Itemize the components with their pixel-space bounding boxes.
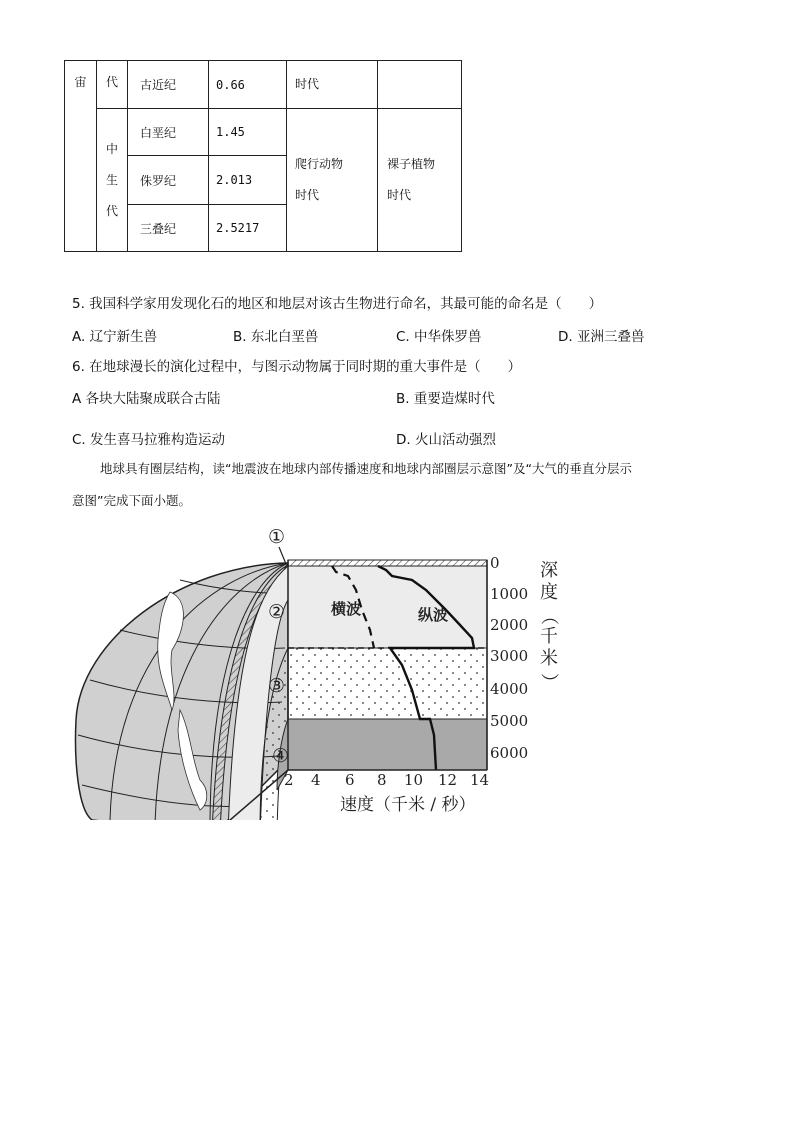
depth-label-char: 米 [540,648,558,669]
q6-option-c[interactable]: C. 发生喜马拉雅构造运动 [72,432,226,448]
eon-label: 宙 [74,75,87,89]
layer-marker-inner-core: ④ [272,745,290,767]
intro-line-2: 意图”完成下面小题。 [72,493,191,508]
animal-label: 时代 [295,77,320,91]
depth-label-char: 度 [540,582,558,603]
era-cell-mesozoic [97,109,128,252]
speed-tick: 12 [438,771,458,789]
animal-label: 爬行动物 [295,157,344,171]
layer-marker-outer-core: ③ [268,675,286,697]
era-label: 代 [105,75,118,89]
age-value: 0.66 [216,77,245,92]
intro-line-1: 地球具有圈层结构，读“地震波在地球内部传播速度和地球内部圈层示意图”及“大气的垂直分层示 [100,461,632,476]
era-char: 代 [105,203,118,218]
animal-merged-cell [287,109,378,252]
period-label: 白垩纪 [140,125,177,140]
q5-option-c[interactable]: C. 中华侏罗兽 [396,329,482,345]
period-cell [128,205,209,252]
eon-cell [65,61,97,252]
p-wave-label: 纵波 [418,606,449,624]
speed-tick: 14 [470,771,490,789]
speed-tick: 6 [345,771,355,789]
s-wave-label: 横波 [331,600,362,618]
q5-option-b[interactable]: B. 东北白垩兽 [233,329,319,345]
q6-option-a[interactable]: A 各块大陆聚成联合古陆 [72,391,221,407]
inner-core-section [288,719,487,770]
question-6-stem: 6. 在地球漫长的演化过程中，与图示动物属于同时期的重大事件是（ ） [72,359,522,375]
age-value: 2.013 [216,173,253,187]
era-char: 中 [105,141,118,156]
age-cell [209,205,287,252]
age-value: 1.45 [216,125,245,139]
speed-tick: 2 [284,771,294,789]
period-label: 三叠纪 [140,221,177,236]
depth-tick: 5000 [490,712,529,730]
plant-merged-cell [378,109,462,252]
animal-cell [287,61,378,109]
depth-tick: 2000 [490,616,529,634]
period-cell [128,156,209,205]
period-label: 侏罗纪 [140,173,177,188]
depth-label-char: 千 [540,626,558,647]
age-cell [209,61,287,109]
depth-tick: 4000 [490,680,529,698]
earth-interior-diagram [60,520,570,820]
depth-tick: 0 [490,554,500,572]
depth-tick: 1000 [490,585,529,603]
mesozoic-label [105,134,119,227]
crust-section [288,560,487,566]
animal-label: 时代 [295,188,320,202]
period-cell [128,61,209,109]
age-value: 2.5217 [216,221,260,235]
speed-ticks [284,771,489,789]
q5-option-d[interactable]: D. 亚洲三叠兽 [558,329,645,345]
depth-label-char: ） [538,673,559,691]
depth-label-char: （ [538,607,559,625]
outer-core-section [288,648,487,719]
depth-ticks [490,554,528,762]
age-cell [209,156,287,205]
depth-axis-label [538,560,559,691]
plant-label: 时代 [387,188,412,202]
question-5-stem: 5. 我国科学家用发现化石的地区和地层对该古生物进行命名，其最可能的命名是（ ） [72,296,603,312]
q6-option-b[interactable]: B. 重要造煤时代 [396,391,495,407]
layer-marker-mantle: ② [268,601,286,623]
plant-cell [378,61,462,109]
q5-option-a[interactable]: A. 辽宁新生兽 [72,329,158,345]
mantle-section [288,566,487,648]
era-char: 生 [105,172,118,187]
period-cell [128,109,209,156]
speed-tick: 4 [311,771,321,789]
q6-option-d[interactable]: D. 火山活动强烈 [396,432,496,448]
period-label: 古近纪 [140,78,177,92]
age-cell [209,109,287,156]
depth-label-char: 深 [540,560,558,581]
speed-axis-label: 速度（千米 / 秒） [340,795,476,815]
era-cell-cenozoic [97,61,128,109]
speed-tick: 8 [377,771,387,789]
plant-label: 裸子植物 [387,157,436,171]
geologic-time-table [64,60,462,252]
depth-tick: 6000 [490,744,529,762]
depth-tick: 3000 [490,647,529,665]
layer-marker-crust: ① [268,526,286,548]
speed-tick: 10 [404,771,424,789]
